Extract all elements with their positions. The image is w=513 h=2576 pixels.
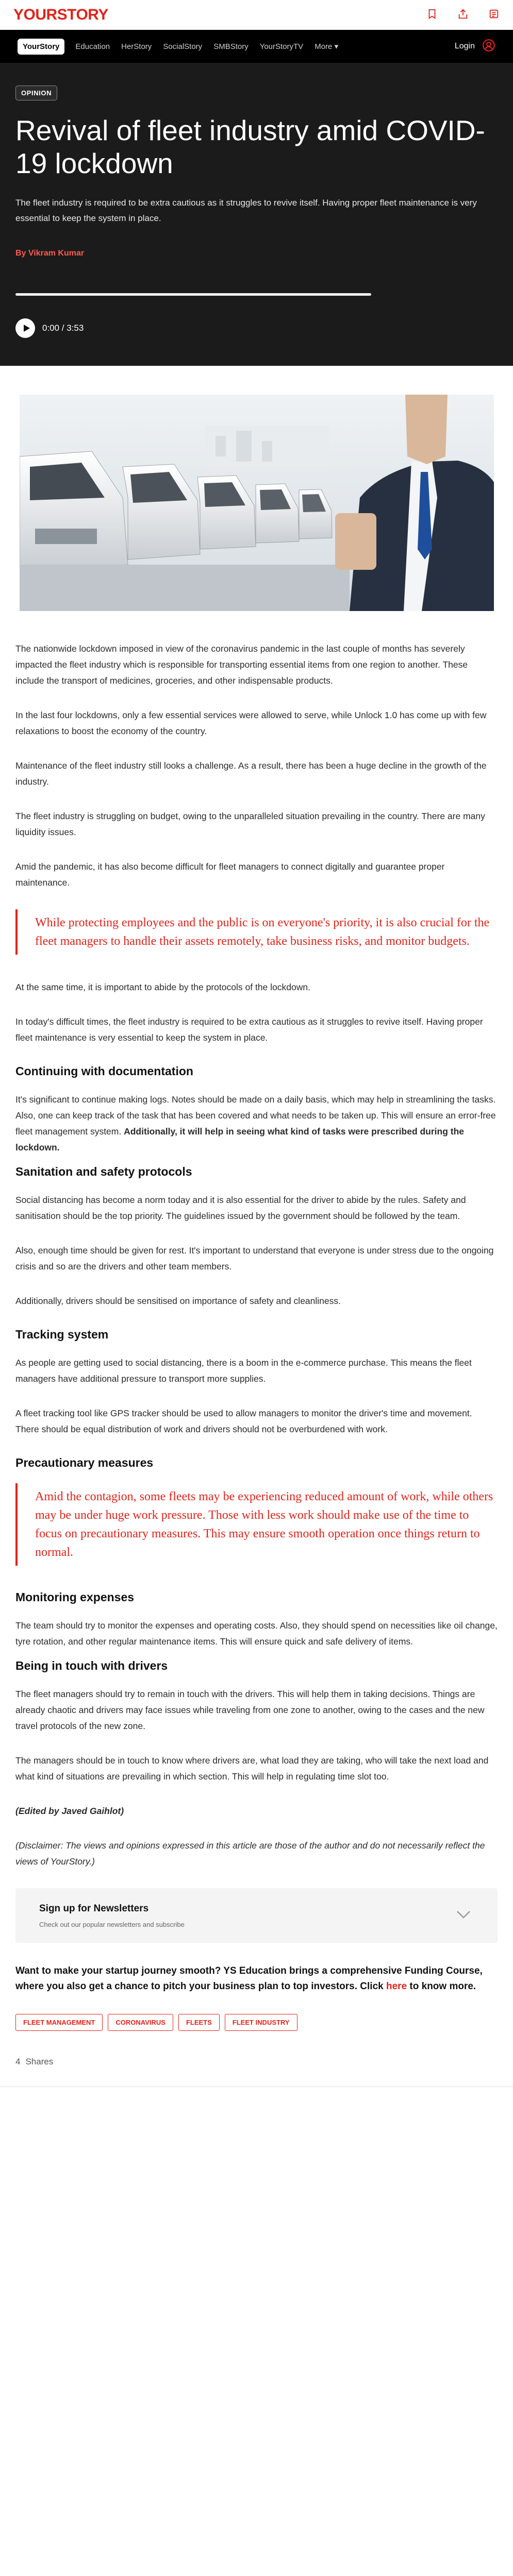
nav-item-more[interactable] [309, 42, 344, 51]
paragraph: A fleet tracking tool like GPS tracker should be used to allow managers to monitor the driver's time and movement. There should be equal distribution of work and drivers should not be overburdened with work. [15, 1408, 472, 1434]
play-button[interactable] [15, 318, 35, 338]
nav-item-yourstorytv[interactable]: YourStoryTV [259, 42, 304, 51]
tag-chip[interactable]: FLEET MANAGEMENT [15, 2014, 103, 2031]
promo-body: Want to make your startup journey smooth? YS Education brings a comprehensive Funding Course, where you also get a chance to pitch your business plan to top investors. Click [15, 1965, 483, 1992]
bookmark-icon[interactable] [426, 8, 438, 22]
login-link[interactable]: Login [454, 42, 475, 50]
section-heading: Tracking system [15, 1328, 109, 1341]
nav-item-education[interactable]: Education [75, 42, 110, 51]
section-heading: Being in touch with drivers [15, 1659, 168, 1672]
promo-text [0, 1963, 513, 1994]
paragraph: The managers should be in touch to know where drivers are, what load they are taking, who will take the next load and what kind of situations are prevailing in which section. This will help in regulating time slot too. [15, 1755, 489, 1782]
yourstory-logo[interactable]: YOURSTORY [13, 6, 108, 23]
user-icon[interactable] [482, 39, 495, 55]
author-byline[interactable]: By Vikram Kumar [15, 249, 85, 258]
section-heading: Monitoring expenses [15, 1590, 135, 1604]
tag-chip[interactable]: CORONAVIRUS [108, 2014, 173, 2031]
paragraph: The nationwide lockdown imposed in view of the coronavirus pandemic in the last couple of months has severely impacted the fleet industry which is responsible for transporting essential items from one region to another. These include the transport of medicines, groceries, and other indispensable products. [15, 643, 468, 686]
paragraph: Additionally, drivers should be sensitised on importance of safety and cleanliness. [15, 1296, 341, 1306]
promo-link[interactable]: here [386, 1981, 407, 1992]
section-heading: Sanitation and safety protocols [15, 1165, 192, 1178]
pull-quote-text: While protecting employees and the public is on everyone's priority, it is also crucial for the fleet managers to handle their assets remotely, take business risks, and monitor budgets. [35, 916, 490, 948]
share-icon[interactable] [457, 8, 469, 22]
section-heading: Continuing with documentation [15, 1064, 193, 1078]
nav-item-socialstory[interactable]: SocialStory [163, 42, 203, 51]
share-count-label: Shares [25, 2057, 54, 2066]
header-actions [426, 8, 500, 22]
audio-progress-bar[interactable] [15, 293, 371, 296]
paragraph: As people are getting used to social distancing, there is a boom in the e-commerce purchase. This means the fleet managers have additional pressure to transport more supplies. [15, 1358, 472, 1384]
newsletter-subtitle: Check out our popular newsletters and subscribe [39, 1920, 185, 1928]
paragraph [15, 1092, 498, 1156]
pull-quote [15, 1483, 498, 1566]
share-count-value: 4 [15, 2057, 21, 2066]
paragraph: Amid the pandemic, it has also become difficult for fleet managers to connect digitally and guarantee proper maintenance. [15, 861, 445, 888]
paragraph: Social distancing has become a norm today and it is also essential for the driver to abide by the rules. Safety and sanitisation should be the top priority. The guidelines issued by the government should be followed by the team. [15, 1195, 466, 1221]
paragraph: In today's difficult times, the fleet industry is required to be extra cautious as it struggles to revive itself. Having proper fleet maintenance is very essential to keep the system in place. [15, 1016, 483, 1043]
newsletter-signup[interactable] [15, 1888, 498, 1943]
newsletter-title: Sign up for Newsletters [39, 1903, 149, 1914]
article-body [0, 611, 513, 1870]
nav-item-yourstory[interactable]: YourStory [18, 39, 64, 55]
article-title: Revival of fleet industry amid COVID-19 lockdown [15, 114, 485, 179]
paragraph: Maintenance of the fleet industry still looks a challenge. As a result, there has been a huge decline in the growth of the industry. [15, 760, 487, 787]
paragraph: In the last four lockdowns, only a few essential services were allowed to serve, while Unlock 1.0 has come up with few relaxations to boost the economy of the country. [15, 710, 487, 736]
audio-time: 0:00 / 3:53 [42, 323, 84, 333]
promo-tail: to know more. [409, 1981, 476, 1992]
audio-player [15, 318, 498, 338]
article-summary: The fleet industry is required to be extra cautious as it struggles to revive itself. Having proper fleet maintenance is very essential to keep the system in place. [15, 198, 477, 223]
play-icon [22, 324, 30, 332]
share-count[interactable] [0, 2057, 513, 2067]
top-bar [0, 0, 513, 30]
article-cover-image [20, 395, 494, 611]
paragraph-text: It's significant to continue making logs. Notes should be made on a daily basis, which may help in streamlining the tasks. Also, one can keep track of the task that has been covered and what needs to be taken up. This will ensure an error-free fleet management system. [15, 1094, 496, 1137]
paragraph-bold-text: Additionally, it will help in seeing what kind of tasks were prescribed during the lockdown. [15, 1126, 465, 1153]
pull-quote [15, 909, 498, 955]
paragraph: The fleet industry is struggling on budget, owing to the unparalleled situation prevailing in the country. There are many liquidity issues. [15, 811, 485, 837]
paragraph: Also, enough time should be given for rest. It's important to understand that everyone is under stress due to the ongoing crisis and so are the drivers and other team members. [15, 1245, 494, 1272]
tag-chip[interactable]: FLEETS [178, 2014, 220, 2031]
editor-note: (Edited by Javed Gaihlot) [15, 1806, 124, 1816]
paragraph: At the same time, it is important to abide by the protocols of the lockdown. [15, 982, 310, 992]
nav-item-herstory[interactable]: HerStory [121, 42, 152, 51]
paragraph: The team should try to monitor the expenses and operating costs. Also, they should spend on necessities like oil change, tyre rotation, and other regular maintenance items. This will ensure quick and safe delivery of items. [15, 1620, 498, 1647]
nav-item-smbstory[interactable]: SMBStory [213, 42, 249, 51]
paragraph: The fleet managers should try to remain in touch with the drivers. This will help them in taking decisions. Things are already chaotic and drivers may face issues while traveling from one zone to another, owing to the cases and the new travel protocols of the new zone. [15, 1689, 485, 1731]
menu-icon[interactable] [488, 8, 500, 22]
tag-chip[interactable]: FLEET INDUSTRY [225, 2014, 297, 2031]
chevron-down-icon: ▾ [334, 42, 339, 51]
nav-more-label: More [315, 42, 333, 51]
section-heading: Precautionary measures [15, 1456, 154, 1469]
category-tag[interactable]: OPINION [15, 86, 57, 100]
chevron-down-icon[interactable] [453, 1904, 474, 1927]
nav-bar [0, 30, 513, 63]
pull-quote-text: Amid the contagion, some fleets may be experiencing reduced amount of work, while others may be under huge work pressure. Those with less work should make use of the time to focus on precautionary measures. This may ensure smooth operation once things return to normal. [35, 1490, 493, 1559]
disclaimer: (Disclaimer: The views and opinions expressed in this article are those of the author and do not necessarily reflect the views of YourStory.) [15, 1840, 485, 1867]
tag-list [0, 2014, 513, 2031]
article-hero [0, 63, 513, 366]
